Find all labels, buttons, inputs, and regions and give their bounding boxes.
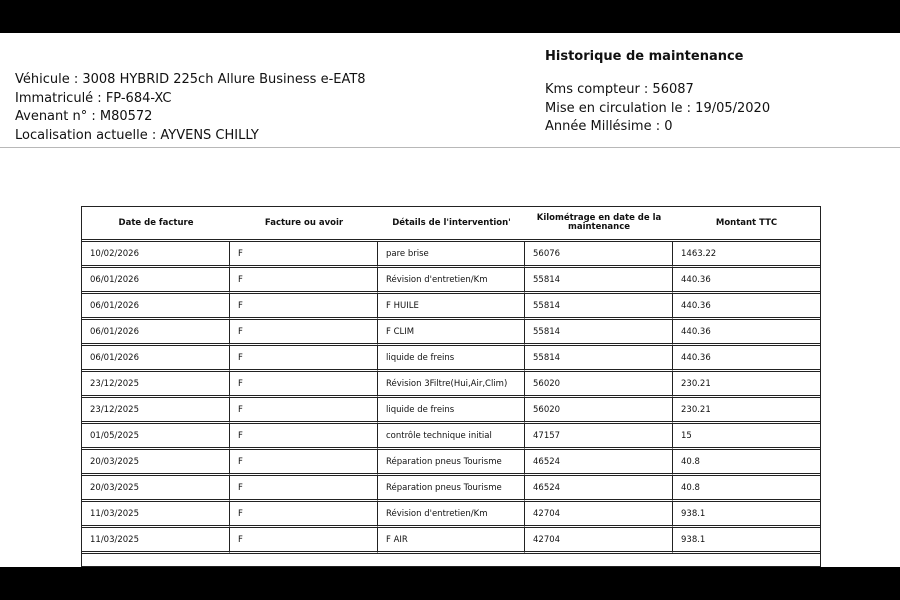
top-black-bar	[0, 0, 900, 33]
cell-mileage: 46524	[525, 476, 673, 502]
table-row	[82, 372, 820, 398]
table-row	[82, 502, 820, 528]
cell-date: 20/03/2025	[82, 450, 230, 476]
cell-date: 06/01/2026	[82, 268, 230, 294]
cell-type: F	[230, 242, 378, 268]
cell-mileage: 55814	[525, 268, 673, 294]
cell-amount: 938.1	[673, 502, 820, 528]
table-row	[82, 320, 820, 346]
cell-amount: 15	[673, 424, 820, 450]
cell-date: 01/05/2025	[82, 424, 230, 450]
table-row	[82, 424, 820, 450]
cell-mileage: 46524	[525, 450, 673, 476]
cell-mileage: 56020	[525, 398, 673, 424]
cell-date: 20/03/2025	[82, 476, 230, 502]
cell-date: 06/01/2026	[82, 294, 230, 320]
cell-type: F	[230, 294, 378, 320]
table-row	[82, 398, 820, 424]
cell-type: F	[230, 268, 378, 294]
cell-amount: 230.21	[673, 372, 820, 398]
vehicle-amendment: Avenant n° : M80572	[15, 109, 153, 124]
cell-date: 23/12/2025	[82, 398, 230, 424]
cell-amount: 938.1	[673, 528, 820, 554]
cell-amount: 40.8	[673, 450, 820, 476]
col-header-date: Date de facture	[82, 207, 230, 242]
cell-mileage: 55814	[525, 294, 673, 320]
cell-amount: 440.36	[673, 268, 820, 294]
maintenance-table	[81, 206, 821, 567]
cell-mileage: 56076	[525, 242, 673, 268]
cell-type: F	[230, 398, 378, 424]
col-header-amount: Montant TTC	[673, 207, 820, 242]
table-row	[82, 268, 820, 294]
table-header-row	[82, 207, 820, 242]
cell-mileage: 55814	[525, 346, 673, 372]
bottom-black-bar	[0, 567, 900, 600]
cell-details: liquide de freins	[378, 398, 525, 424]
cell-details: F CLIM	[378, 320, 525, 346]
cell-details: Révision d'entretien/Km	[378, 502, 525, 528]
table-row	[82, 450, 820, 476]
cell-type: F	[230, 476, 378, 502]
table-row	[82, 294, 820, 320]
cell-mileage: 42704	[525, 528, 673, 554]
table-row	[82, 476, 820, 502]
vehicle-location: Localisation actuelle : AYVENS CHILLY	[15, 127, 259, 143]
odometer-reading: Kms compteur : 56087	[545, 82, 694, 97]
cell-mileage: 56020	[525, 372, 673, 398]
cell-date: 11/03/2025	[82, 528, 230, 554]
col-header-details: Détails de l'intervention'	[378, 207, 525, 242]
cell-type: F	[230, 372, 378, 398]
col-header-mileage: Kilométrage en date de la maintenance	[525, 207, 673, 242]
vehicle-registration: Immatriculé : FP-684-XC	[15, 90, 172, 106]
cell-amount: 40.8	[673, 476, 820, 502]
registration-date: Mise en circulation le : 19/05/2020	[545, 100, 771, 116]
vehicle-model: Véhicule : 3008 HYBRID 225ch Allure Business e-EAT8	[15, 72, 366, 87]
cell-date: 11/03/2025	[82, 502, 230, 528]
cell-date: 06/01/2026	[82, 346, 230, 372]
cell-details: contrôle technique initial	[378, 424, 525, 450]
table-row	[82, 528, 820, 554]
cell-mileage: 47157	[525, 424, 673, 450]
vehicle-info	[15, 71, 366, 145]
history-title: Historique de maintenance	[545, 49, 744, 64]
history-info	[545, 81, 770, 137]
cell-amount: 440.36	[673, 346, 820, 372]
cell-date: 23/12/2025	[82, 372, 230, 398]
cell-date: 10/02/2026	[82, 242, 230, 268]
cell-type: F	[230, 450, 378, 476]
cell-type: F	[230, 346, 378, 372]
cell-mileage: 55814	[525, 320, 673, 346]
table-row	[82, 242, 820, 268]
cell-type: F	[230, 502, 378, 528]
cell-details: pare brise	[378, 242, 525, 268]
cell-details: liquide de freins	[378, 346, 525, 372]
cell-type: F	[230, 320, 378, 346]
cell-details: Réparation pneus Tourisme	[378, 450, 525, 476]
cell-amount: 440.36	[673, 294, 820, 320]
cell-type: F	[230, 528, 378, 554]
cell-date: 06/01/2026	[82, 320, 230, 346]
header-divider	[0, 147, 900, 148]
cell-type: F	[230, 424, 378, 450]
cell-details: Réparation pneus Tourisme	[378, 476, 525, 502]
cell-amount: 440.36	[673, 320, 820, 346]
col-header-type: Facture ou avoir	[230, 207, 378, 242]
model-year: Année Millésime : 0	[545, 119, 673, 134]
cell-mileage: 42704	[525, 502, 673, 528]
cell-amount: 230.21	[673, 398, 820, 424]
cell-details: Révision 3Filtre(Hui,Air,Clim)	[378, 372, 525, 398]
cell-amount: 1463.22	[673, 242, 820, 268]
table-row	[82, 346, 820, 372]
cell-details: F AIR	[378, 528, 525, 554]
cell-details: F HUILE	[378, 294, 525, 320]
cell-details: Révision d'entretien/Km	[378, 268, 525, 294]
